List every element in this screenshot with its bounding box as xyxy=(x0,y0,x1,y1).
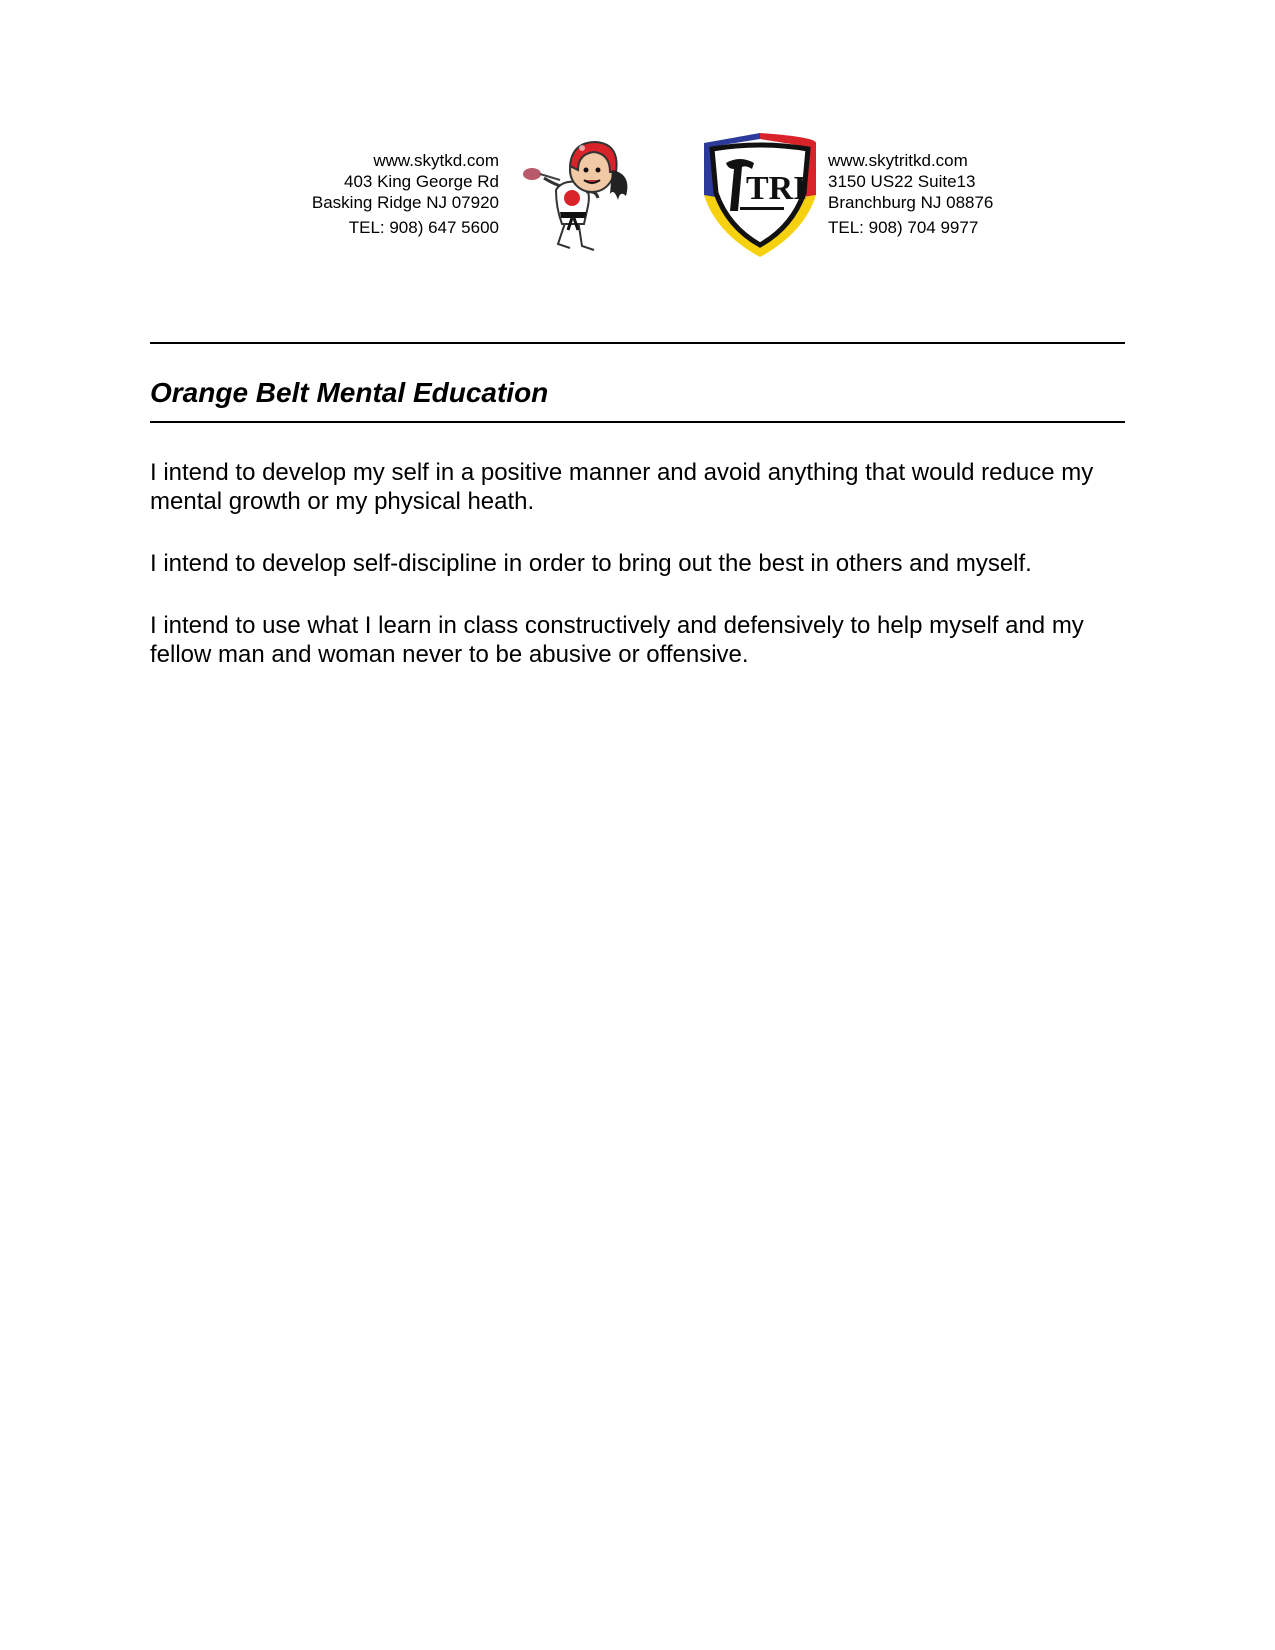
right-school-city: Branchburg NJ 08876 xyxy=(828,193,994,212)
tri-shield-logo-icon xyxy=(696,133,824,257)
right-school-street: 3150 US22 Suite13 xyxy=(828,172,976,191)
left-school-address xyxy=(312,150,499,238)
left-school-city: Basking Ridge NJ 07920 xyxy=(311,193,499,212)
right-school-phone: TEL: 908) 704 9977 xyxy=(828,218,979,237)
paragraph: I intend to use what I learn in class constructively and defensively to help myself and my fellow man and woman never to be abusive or offensive. xyxy=(150,612,1084,668)
title-divider xyxy=(150,421,1125,423)
left-school-street: 403 King George Rd xyxy=(344,172,499,191)
right-school-address xyxy=(828,150,993,238)
paragraph: I intend to develop my self in a positive manner and avoid anything that would reduce my mental growth or my physical heath. xyxy=(150,459,1094,515)
document-body xyxy=(150,458,1135,702)
top-divider xyxy=(150,342,1125,344)
paragraph: I intend to develop self-discipline in order to bring out the best in others and myself. xyxy=(150,550,1032,577)
left-school-phone: TEL: 908) 647 5600 xyxy=(348,218,499,237)
taekwondo-mascot-icon xyxy=(522,132,656,258)
document-title: Orange Belt Mental Education xyxy=(150,377,549,408)
right-school-website: www.skytritkd.com xyxy=(828,151,968,170)
tri-logo-text: TRI xyxy=(746,170,807,207)
left-school-website: www.skytkd.com xyxy=(373,151,499,170)
